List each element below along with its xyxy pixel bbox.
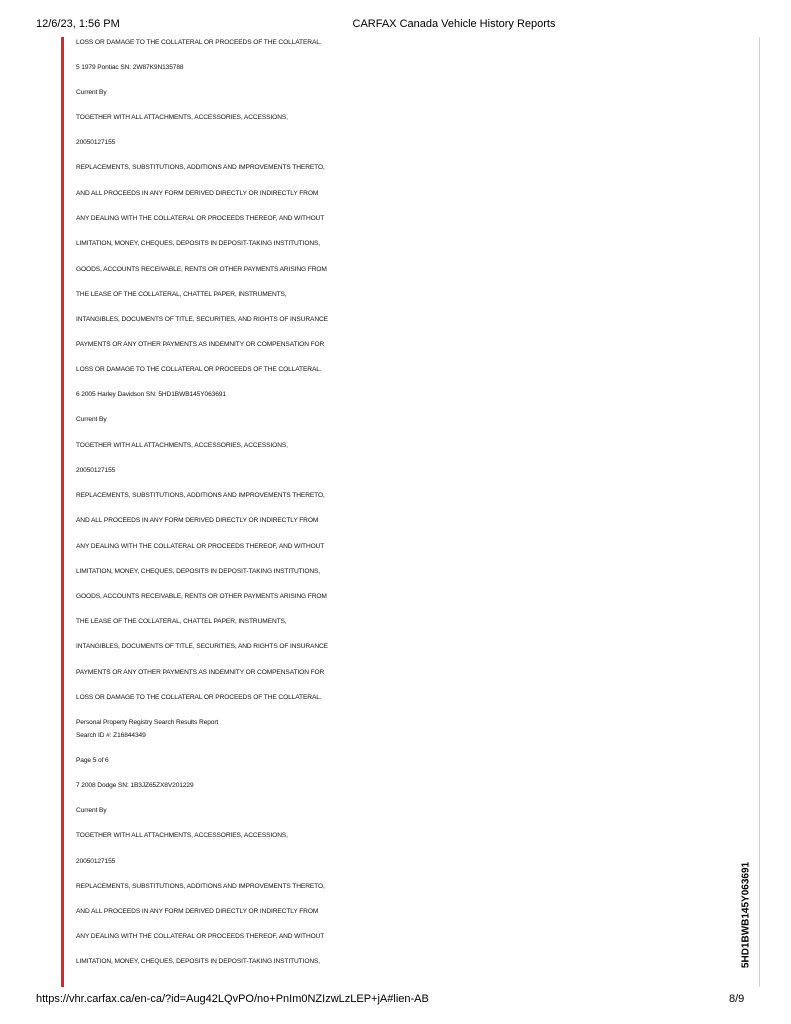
print-header-title: CARFAX Canada Vehicle History Reports (352, 18, 556, 30)
text-line: TOGETHER WITH ALL ATTACHMENTS, ACCESSORIES, ACCESSIONS, (76, 442, 288, 449)
text-line: GOODS, ACCOUNTS RECEIVABLE, RENTS OR OTHER PAYMENTS ARISING FROM (76, 266, 327, 273)
text-line: THE LEASE OF THE COLLATERAL, CHATTEL PAPER, INSTRUMENTS, (76, 291, 287, 298)
text-line: TOGETHER WITH ALL ATTACHMENTS, ACCESSORIES, ACCESSIONS, (76, 832, 288, 839)
text-line: LIMITATION, MONEY, CHEQUES, DEPOSITS IN DEPOSIT-TAKING INSTITUTIONS, (76, 568, 321, 575)
text-line: REPLACEMENTS, SUBSTITUTIONS, ADDITIONS AND IMPROVEMENTS THERETO, (76, 164, 325, 171)
text-line: ANY DEALING WITH THE COLLATERAL OR PROCEEDS THEREOF, AND WITHOUT (76, 933, 325, 940)
report-title-line: Personal Property Registry Search Results Report (76, 719, 219, 726)
text-line: 5 1979 Pontiac SN: 2W87K9N135788 (76, 64, 184, 71)
page-number-line: Page 5 of 6 (76, 757, 109, 764)
text-line: ANY DEALING WITH THE COLLATERAL OR PROCEEDS THEREOF, AND WITHOUT (76, 215, 325, 222)
vertical-vin-label: 5HD1BWB145Y063691 (740, 861, 752, 969)
text-line: 7 2008 Dodge SN: 1B3JZ65ZX8V201229 (76, 782, 194, 789)
text-line: ANY DEALING WITH THE COLLATERAL OR PROCEEDS THEREOF, AND WITHOUT (76, 543, 325, 550)
lien-section-red-bar (61, 37, 64, 987)
text-line: AND ALL PROCEEDS IN ANY FORM DERIVED DIRECTLY OR INDIRECTLY FROM (76, 190, 319, 197)
text-line: PAYMENTS OR ANY OTHER PAYMENTS AS INDEMNITY OR COMPENSATION FOR (76, 669, 325, 676)
text-line: 20050127155 (76, 467, 116, 474)
print-header-datetime: 12/6/23, 1:56 PM (36, 18, 120, 30)
text-line: LIMITATION, MONEY, CHEQUES, DEPOSITS IN DEPOSIT-TAKING INSTITUTIONS, (76, 240, 321, 247)
text-line: THE LEASE OF THE COLLATERAL, CHATTEL PAPER, INSTRUMENTS, (76, 618, 287, 625)
text-line: 6 2005 Harley Davidson SN: 5HD1BWB145Y063691 (76, 391, 226, 398)
text-line: LIMITATION, MONEY, CHEQUES, DEPOSITS IN DEPOSIT-TAKING INSTITUTIONS, (76, 958, 321, 965)
text-line: INTANGIBLES, DOCUMENTS OF TITLE, SECURITIES, AND RIGHTS OF INSURANCE (76, 316, 328, 323)
text-line: Current By (76, 89, 107, 96)
text-line: Current By (76, 807, 107, 814)
text-line: LOSS OR DAMAGE TO THE COLLATERAL OR PROCEEDS OF THE COLLATERAL. (76, 694, 322, 701)
right-margin-rule (759, 37, 760, 987)
text-line: PAYMENTS OR ANY OTHER PAYMENTS AS INDEMNITY OR COMPENSATION FOR (76, 341, 325, 348)
text-line: TOGETHER WITH ALL ATTACHMENTS, ACCESSORIES, ACCESSIONS, (76, 114, 288, 121)
print-footer-url: https://vhr.carfax.ca/en-ca/?id=Aug42LQvPO/no+PnIm0NZIzwLzLEP+jA#lien-AB (36, 993, 429, 1005)
search-id-line: Search ID #: Z16844349 (76, 732, 146, 739)
lien-text-lines (76, 0, 736, 1024)
text-line: INTANGIBLES, DOCUMENTS OF TITLE, SECURITIES, AND RIGHTS OF INSURANCE (76, 643, 328, 650)
text-line: 20050127155 (76, 139, 116, 146)
text-line: REPLACEMENTS, SUBSTITUTIONS, ADDITIONS AND IMPROVEMENTS THERETO, (76, 492, 325, 499)
text-line: GOODS, ACCOUNTS RECEIVABLE, RENTS OR OTHER PAYMENTS ARISING FROM (76, 593, 327, 600)
text-line: Current By (76, 416, 107, 423)
text-line: AND ALL PROCEEDS IN ANY FORM DERIVED DIRECTLY OR INDIRECTLY FROM (76, 908, 319, 915)
print-footer-page: 8/9 (729, 993, 745, 1005)
text-line: AND ALL PROCEEDS IN ANY FORM DERIVED DIRECTLY OR INDIRECTLY FROM (76, 517, 319, 524)
text-line: LOSS OR DAMAGE TO THE COLLATERAL OR PROCEEDS OF THE COLLATERAL. (76, 39, 322, 46)
text-line: LOSS OR DAMAGE TO THE COLLATERAL OR PROCEEDS OF THE COLLATERAL. (76, 366, 322, 373)
text-line: REPLACEMENTS, SUBSTITUTIONS, ADDITIONS AND IMPROVEMENTS THERETO, (76, 883, 325, 890)
text-line: 20050127155 (76, 858, 116, 865)
